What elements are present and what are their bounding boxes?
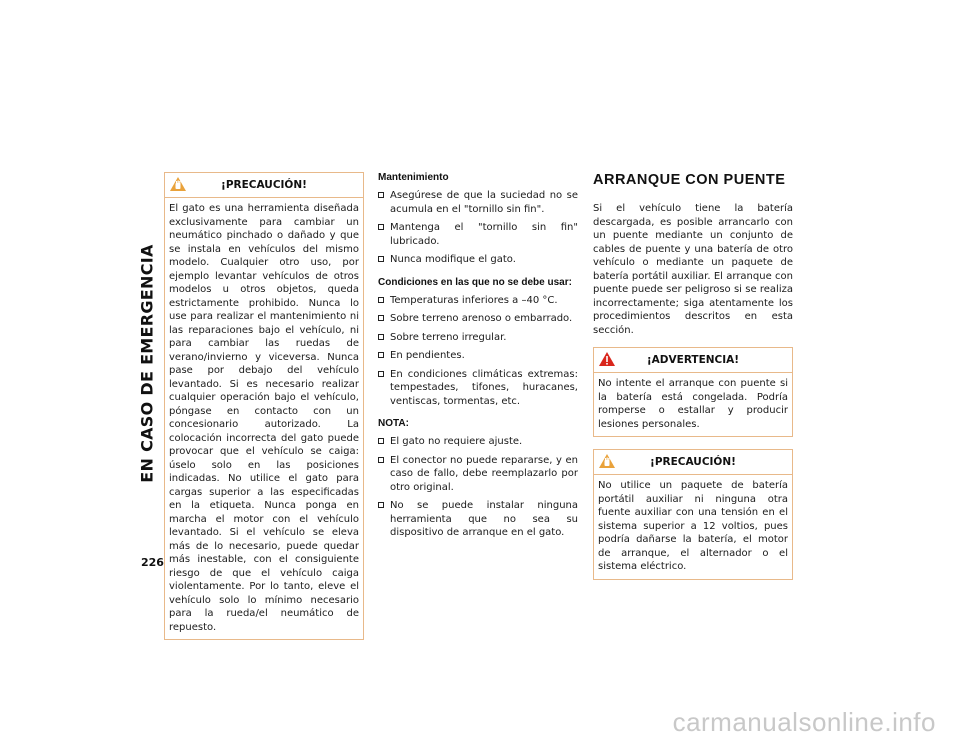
checkbox-bullet-icon [378,297,384,303]
jump-start-paragraph: Si el vehículo tiene la batería descargada, es posible arrancarlo con un puente mediante un conjunto de cables de puente y una batería de otro vehículo o mediante un paquete de batería portátil auxiliar. El arranque con puente puede ser peligroso si se realiza incorrectamente; siga atentamente los procedimientos descritos en esta sección. [593,203,793,336]
caution-text: No utilice un paquete de batería portátil auxiliar ni ninguna otra fuente auxiliar con una tensión en el sistema superior a 12 voltios, pues podría dañarse la batería, el motor de arranque, el alternador o el sistema eléctrico. [598,480,788,572]
caution-text: El gato es una herramienta diseñada exclusivamente para cambiar un neumático pinchado o dañado y que se instala en vehículos del mismo modelo. Cualquier otro uso, por ejemplo levantar vehículos de otros modelos u otros objetos, queda estrictamente prohibido. Nunca lo use para realizar el mantenimiento ni las reparaciones bajo el vehículo, ni para cambiar las ruedas de verano/invierno y viceversa. Nunca pase por debajo del vehículo levantado. Si es necesario realizar cualquier operación bajo el vehículo, póngase en contacto con un concesionario autorizado. La colocación incorrecta del gato puede provocar que el vehículo se caiga: úselo solo en las posiciones indicadas. No utilice el gato para cargas superior a las especificadas en la etiqueta. Nunca ponga en marcha el motor con el vehículo levantado. Si el vehículo se eleva más de lo necesario, puede quedar más inestable, con el consiguiente riesgo de que el vehículo caiga violentamente. Por lo tanto, eleve el vehículo solo lo mínimo necesario para la rueda/el neumático de repuesto. [169,203,359,633]
checkbox-bullet-icon [378,256,384,262]
checkbox-bullet-icon [378,352,384,358]
list-item: Temperaturas inferiores a –40 °C. [378,294,578,308]
caution-title: ¡PRECAUCIÓN! [221,179,307,191]
warning-box-header [594,348,792,373]
checkbox-bullet-icon [378,315,384,321]
list-item: En pendientes. [378,349,578,363]
caution-title: ¡PRECAUCIÓN! [650,456,736,468]
conditions-label: Condiciones en las que no se debe usar: [378,276,572,288]
caution-hand-icon [598,453,616,469]
watermark: carmanualsonline.info [672,707,936,737]
checkbox-bullet-icon [378,334,384,340]
list-item: El gato no requiere ajuste. [378,435,578,449]
maintenance-label: Mantenimiento [378,172,449,183]
maintenance-list [378,189,578,267]
section-title: EN CASO DE EMERGENCIA [137,244,157,483]
column-middle [378,172,578,550]
checkbox-bullet-icon [378,438,384,444]
column-right [593,172,793,580]
list-item: No se puede instalar ninguna herramienta que no sea su dispositivo de arranque en el gato. [378,499,578,540]
caution-hand-icon [169,176,187,192]
caution-box-battery [593,449,793,580]
page-number: 226 [141,556,164,569]
list-item: Asegúrese de que la suciedad no se acumula en el "tornillo sin fin". [378,189,578,216]
list-item: Nunca modifique el gato. [378,253,578,267]
column-left [164,172,364,640]
caution-box-jack [164,172,364,640]
checkbox-bullet-icon [378,371,384,377]
jump-start-heading: ARRANQUE CON PUENTE [593,172,786,188]
warning-box [593,347,793,437]
list-item: Mantenga el "tornillo sin fin" lubricado. [378,221,578,248]
note-label: NOTA: [378,418,409,429]
list-item: Sobre terreno irregular. [378,331,578,345]
caution-box-header [594,450,792,475]
conditions-list [378,294,578,409]
checkbox-bullet-icon [378,192,384,198]
checkbox-bullet-icon [378,224,384,230]
list-item: El conector no puede repararse, y en caso de fallo, debe reemplazarlo por otro original. [378,454,578,495]
warning-text: No intente el arranque con puente si la batería está congelada. Podría romperse o estallar y producir lesiones personales. [598,378,788,430]
warning-title: ¡ADVERTENCIA! [646,354,740,366]
checkbox-bullet-icon [378,457,384,463]
caution-box-header [165,173,363,198]
list-item: En condiciones climáticas extremas: tempestades, tifones, huracanes, ventiscas, tormentas, etc. [378,368,578,409]
warning-triangle-icon [598,351,616,367]
list-item: Sobre terreno arenoso o embarrado. [378,312,578,326]
section-side-tab [134,172,160,555]
notes-list [378,435,578,540]
checkbox-bullet-icon [378,502,384,508]
